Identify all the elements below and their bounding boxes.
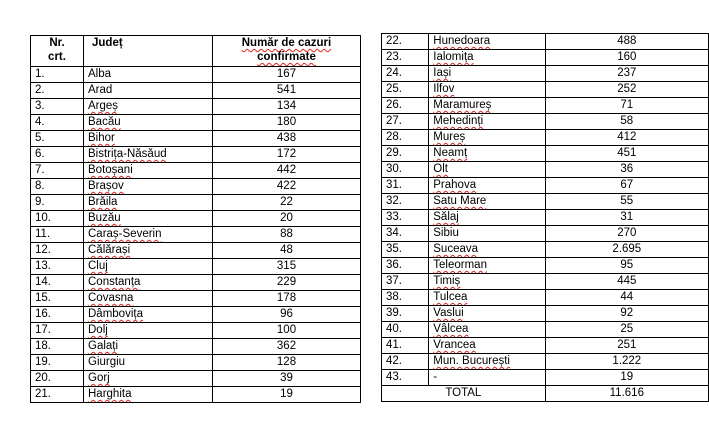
row-number: 5. [31,131,84,147]
table-row [31,387,361,403]
row-number: 37. [382,274,429,290]
county-name-text: Suceava [433,243,479,255]
case-count: 422 [213,179,361,195]
table-row [31,339,361,355]
table-row [31,99,361,115]
county-name [429,258,545,274]
table-row [382,322,709,338]
table-row [382,242,709,258]
table-row [382,354,709,370]
county-name-text: Dâmbovița [88,308,143,320]
county-name-text: Vaslui [433,307,464,319]
case-count: 44 [545,290,708,306]
table-row [382,66,709,82]
header-cases [213,36,361,67]
case-count: 100 [213,323,361,339]
county-name-text: Giurgiu [88,356,126,368]
county-name-text: Brașov [88,180,124,192]
table-row [31,323,361,339]
row-number: 10. [31,211,84,227]
row-number: 25. [382,82,429,98]
county-name-text: Covasna [88,292,134,304]
county-name [429,34,545,50]
county-name-text: Olt [433,163,448,175]
county-name-text: Vâlcea [433,323,469,335]
table-row [31,147,361,163]
case-count: 229 [213,275,361,291]
county-name [429,354,545,370]
row-number: 23. [382,50,429,66]
row-number: 29. [382,146,429,162]
county-name [429,242,545,258]
case-count: 160 [545,50,708,66]
row-number: 7. [31,163,84,179]
table-row [382,306,709,322]
county-name-text: Caraș-Severin [88,228,162,240]
county-name [84,275,213,291]
row-number: 31. [382,178,429,194]
county-name [84,147,213,163]
case-count: 180 [213,115,361,131]
county-name-text: - [433,371,438,383]
county-name-text: Ilfov [433,83,455,95]
county-name-text: Mehedinți [433,115,484,127]
table-row [31,371,361,387]
table-row [382,50,709,66]
county-name [84,387,213,403]
case-count: 438 [213,131,361,147]
county-name-text: Buzău [88,212,121,224]
row-number: 3. [31,99,84,115]
table-row [382,338,709,354]
total-label: TOTAL [382,386,546,402]
case-count: 1.222 [545,354,708,370]
table-row [382,162,709,178]
total-row [382,386,709,402]
county-name [429,338,545,354]
table-row [382,82,709,98]
case-count: 88 [213,227,361,243]
case-count: 58 [545,114,708,130]
row-number: 34. [382,226,429,242]
county-name [429,130,545,146]
case-count: 172 [213,147,361,163]
case-count: 488 [545,34,708,50]
table-row [31,195,361,211]
county-name-text: Bacău [88,116,121,128]
county-name [429,114,545,130]
left-table-body [31,67,361,403]
county-name-text: Arad [88,84,113,96]
county-name-text: Mun. București [433,355,510,367]
row-number: 4. [31,115,84,131]
table-row [382,370,709,386]
case-count: 167 [213,67,361,83]
row-number: 8. [31,179,84,195]
row-number: 13. [31,259,84,275]
county-name [84,179,213,195]
county-name [84,67,213,83]
county-name [84,211,213,227]
county-name [429,162,545,178]
county-name-text: Neamț [433,147,468,159]
county-name [429,178,545,194]
case-count: 412 [545,130,708,146]
county-name [429,210,545,226]
case-count: 19 [545,370,708,386]
county-name [429,82,545,98]
table-row [382,274,709,290]
county-name [429,290,545,306]
row-number: 9. [31,195,84,211]
county-name-text: Maramureș [433,99,492,111]
county-name [84,259,213,275]
table-row [31,291,361,307]
case-count: 95 [545,258,708,274]
table-row [382,114,709,130]
case-count: 25 [545,322,708,338]
table-row [31,115,361,131]
county-name-text: Tulcea [433,291,468,303]
county-name-text: Sibiu [433,227,459,239]
table-row [382,34,709,50]
county-name [84,355,213,371]
row-number: 21. [31,387,84,403]
row-number: 20. [31,371,84,387]
row-number: 42. [382,354,429,370]
case-count: 71 [545,98,708,114]
header-cases-line1: Număr de cazuri [241,37,332,49]
county-name-text: Harghita [88,388,132,400]
county-name [429,98,545,114]
county-name [429,50,545,66]
row-number: 17. [31,323,84,339]
county-name [429,322,545,338]
right-cases-table [381,33,709,402]
table-row [31,275,361,291]
row-number: 26. [382,98,429,114]
case-count: 270 [545,226,708,242]
county-name [429,274,545,290]
case-count: 442 [213,163,361,179]
county-name-text: Sălaj [433,211,459,223]
table-row [31,131,361,147]
county-name [429,146,545,162]
row-number: 35. [382,242,429,258]
county-name [84,243,213,259]
table-row [31,179,361,195]
case-count: 92 [545,306,708,322]
row-number: 40. [382,322,429,338]
table-row [382,98,709,114]
table-row [382,130,709,146]
county-name-text: Iași [433,67,452,79]
header-cases-line2: confirmate [257,51,316,63]
row-number: 18. [31,339,84,355]
header-row [31,36,361,67]
table-row [382,226,709,242]
row-number: 19. [31,355,84,371]
county-name-text: Bihor [88,132,115,144]
case-count: 22 [213,195,361,211]
row-number: 15. [31,291,84,307]
case-count: 36 [545,162,708,178]
header-county [84,36,213,67]
row-number: 43. [382,370,429,386]
county-name [84,83,213,99]
county-name [84,339,213,355]
county-name [84,291,213,307]
row-number: 36. [382,258,429,274]
county-name [84,115,213,131]
header-nr-line2: crt. [48,51,66,63]
county-name [84,323,213,339]
county-name-text: Prahova [433,179,477,191]
row-number: 6. [31,147,84,163]
table-row [31,163,361,179]
row-number: 39. [382,306,429,322]
county-name [429,66,545,82]
county-name-text: Gorj [88,372,110,384]
row-number: 11. [31,227,84,243]
table-row [382,258,709,274]
table-row [31,243,361,259]
header-county-label: Județ [92,37,123,49]
county-name-text: Mureș [433,131,466,143]
county-name-text: Călărași [88,244,131,256]
total-value: 11.616 [545,386,708,402]
table-row [382,210,709,226]
county-name-text: Ialomița [433,51,474,63]
case-count: 20 [213,211,361,227]
case-count: 31 [545,210,708,226]
case-count: 315 [213,259,361,275]
header-nr-line1: Nr. [49,37,65,49]
right-table-body [382,34,709,386]
county-name-text: Hunedoara [433,35,491,47]
table-row [382,194,709,210]
county-name-text: Brăila [88,196,118,208]
row-number: 27. [382,114,429,130]
left-cases-table [30,35,361,403]
table-row [31,259,361,275]
row-number: 32. [382,194,429,210]
case-count: 451 [545,146,708,162]
header-nr [31,36,84,67]
row-number: 14. [31,275,84,291]
case-count: 96 [213,307,361,323]
table-row [31,83,361,99]
row-number: 28. [382,130,429,146]
county-name [84,163,213,179]
county-name [84,227,213,243]
row-number: 33. [382,210,429,226]
case-count: 541 [213,83,361,99]
county-name [84,131,213,147]
row-number: 38. [382,290,429,306]
table-row [382,290,709,306]
row-number: 12. [31,243,84,259]
case-count: 48 [213,243,361,259]
case-count: 362 [213,339,361,355]
table-row [31,227,361,243]
county-name-text: Satu Mare [433,195,487,207]
row-number: 2. [31,83,84,99]
county-name-text: Vrancea [433,339,476,351]
county-name-text: Alba [88,68,112,80]
table-row [31,307,361,323]
case-count: 55 [545,194,708,210]
county-name [84,195,213,211]
county-name [429,306,545,322]
case-count: 252 [545,82,708,98]
table-row [31,211,361,227]
row-number: 24. [382,66,429,82]
county-name-text: Argeș [88,100,119,112]
case-count: 445 [545,274,708,290]
case-count: 39 [213,371,361,387]
case-count: 67 [545,178,708,194]
county-name-text: Constanța [88,276,141,288]
county-name-text: Dolj [88,324,108,336]
case-count: 134 [213,99,361,115]
county-name-text: Botoșani [88,164,133,176]
table-row [382,146,709,162]
row-number: 41. [382,338,429,354]
county-name-text: Cluj [88,260,108,272]
case-count: 251 [545,338,708,354]
row-number: 1. [31,67,84,83]
county-name-text: Teleorman [433,259,487,271]
county-name [84,99,213,115]
county-name [429,370,545,386]
row-number: 16. [31,307,84,323]
case-count: 237 [545,66,708,82]
case-count: 178 [213,291,361,307]
county-name [84,371,213,387]
county-name-text: Galați [88,340,119,352]
table-row [31,67,361,83]
row-number: 30. [382,162,429,178]
county-name [429,194,545,210]
row-number: 22. [382,34,429,50]
table-row [382,178,709,194]
table-row [31,355,361,371]
county-name [84,307,213,323]
county-name-text: Bistrița-Năsăud [88,148,167,160]
case-count: 128 [213,355,361,371]
county-name [429,226,545,242]
case-count: 2.695 [545,242,708,258]
county-name-text: Timiș [433,275,461,287]
case-count: 19 [213,387,361,403]
